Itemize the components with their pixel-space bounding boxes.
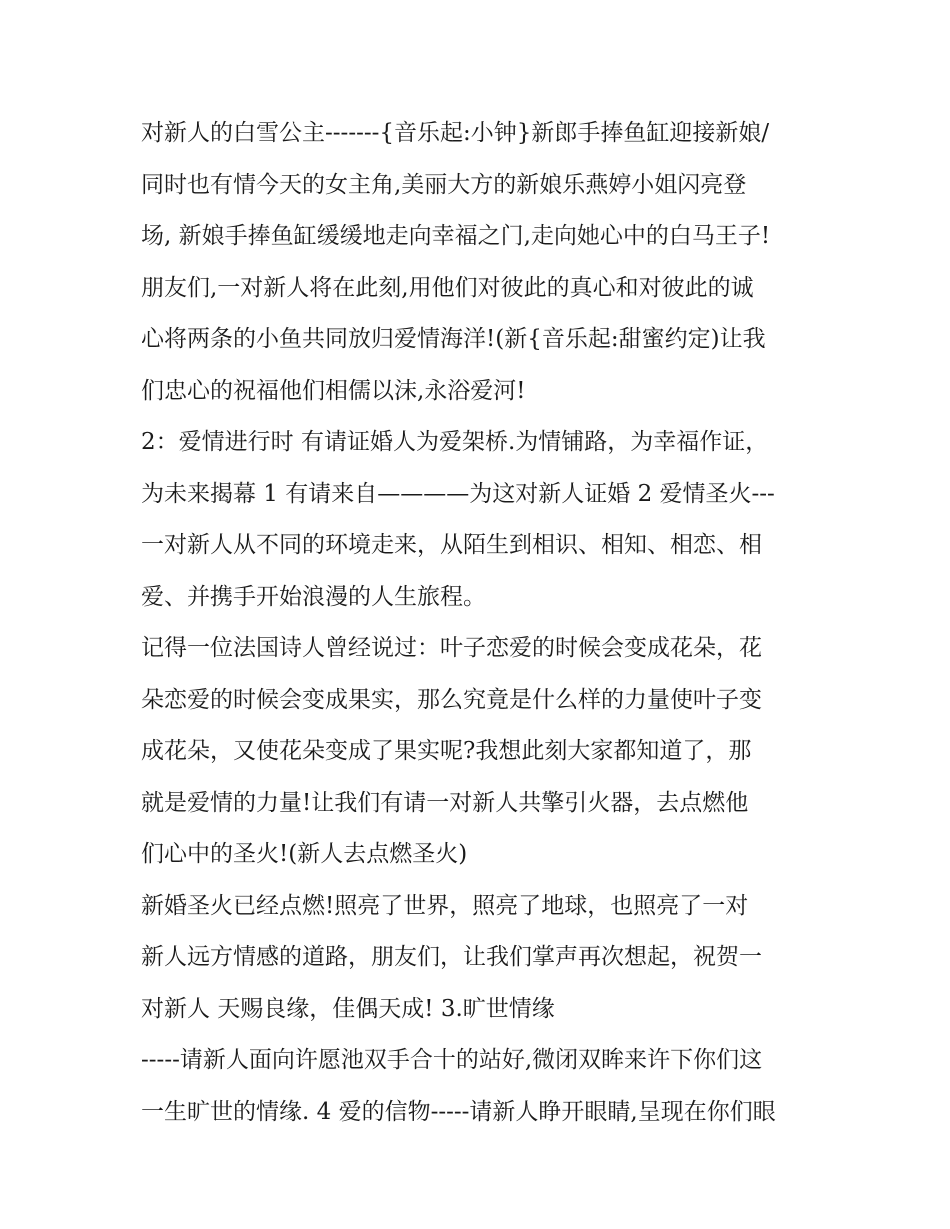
text-line: 新婚圣火已经点燃!照亮了世界，照亮了地球，也照亮了一对 [141,892,749,919]
text-line: 同时也有情今天的女主角,美丽大方的新娘乐燕婷小姐闪亮登 [141,171,747,198]
text-line: 新人远方情感的道路，朋友们，让我们掌声再次想起，祝贺一 [141,944,762,970]
text-line: 对新人 天赐良缘，佳偶天成! 3.旷世情缘 [141,995,555,1022]
text-line: 们心中的圣火!(新人去点燃圣火) [141,841,468,867]
text-line: 记得一位法国诗人曾经说过：叶子恋爱的时候会变成花朵，花 [141,635,762,661]
text-line: 场, 新娘手捧鱼缸缓缓地走向幸福之门,走向她心中的白马王子! [141,223,771,249]
text-line: 一生旷世的情缘. 4 爱的信物-----请新人睁开眼睛,呈现在你们眼 [141,1098,776,1125]
text-line: 就是爱情的力量!让我们有请一对新人共擎引火器，去点燃他 [141,789,749,816]
text-line: 朵恋爱的时候会变成果实，那么究竟是什么样的力量使叶子变 [141,686,762,713]
text-line: 成花朵，又使花朵变成了果实呢?我想此刻大家都知道了，那 [141,738,752,764]
text-line: 为未来揭幕 1 有请来自————为这对新人证婚 2 爱情圣火--- [141,480,775,507]
text-line: 一对新人从不同的环境走来，从陌生到相识、相知、相恋、相 [141,532,762,558]
text-line: -----请新人面向许愿池双手合十的站好,微闭双眸来许下你们这 [141,1047,763,1073]
text-line: 心将两条的小鱼共同放归爱情海洋!(新{音乐起:甜蜜约定)让我 [141,326,766,352]
text-line: 朋友们,一对新人将在此刻,用他们对彼此的真心和对彼此的诚 [141,274,754,301]
text-line: 们忠心的祝福他们相儒以沫,永浴爱河! [141,377,526,404]
text-line: 2：爱情进行时 有请证婚人为爱架桥.为情铺路，为幸福作证， [141,429,769,455]
text-line: 对新人的白雪公主-------{音乐起:小钟}新郎手捧鱼缸迎接新娘/ [141,120,770,146]
text-line: 爱、并携手开始浪漫的人生旅程。 [141,583,486,610]
body-text [141,108,813,1138]
